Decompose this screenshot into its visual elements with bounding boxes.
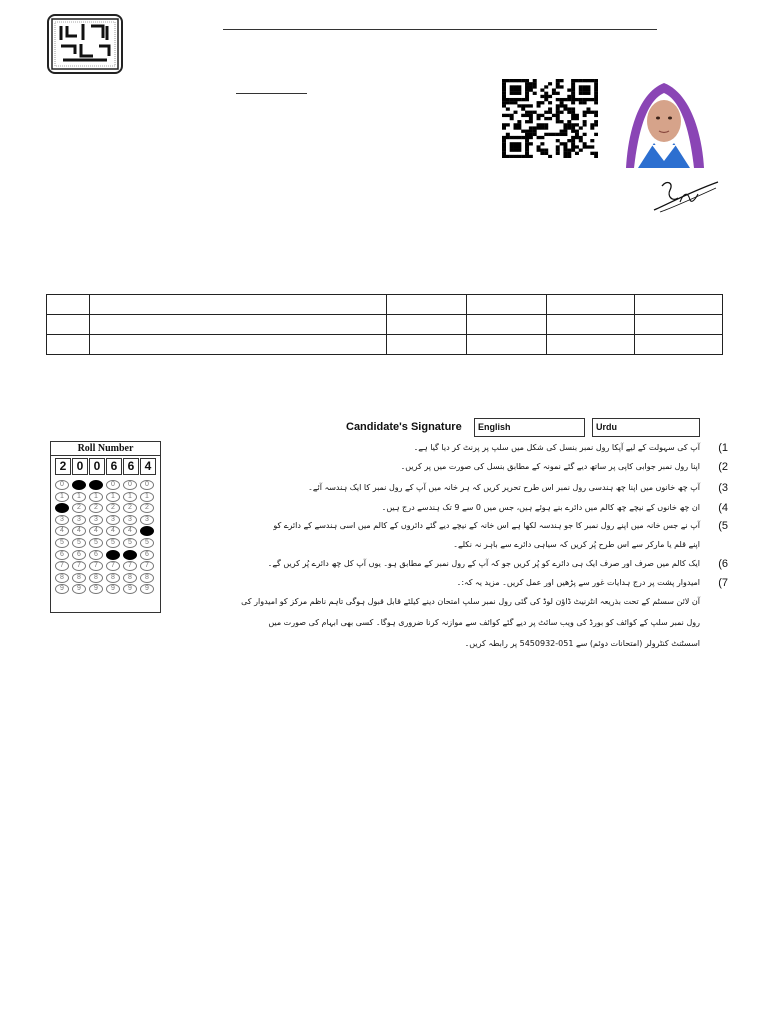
instruction-item (308, 481, 728, 499)
footer-note-line: اسسٹنٹ کنٹرولر (امتحانات دوئم) سے 051-5450932 پر رابطہ کریں۔ (464, 639, 700, 648)
instruction-item (273, 519, 728, 537)
omr-bubble: 3 (140, 515, 154, 525)
table-cell (547, 335, 635, 355)
instruction-item (336, 538, 728, 556)
table-cell (387, 335, 467, 355)
omr-bubble: 9 (106, 584, 120, 594)
omr-bubble: 1 (106, 492, 120, 502)
omr-bubble: 9 (55, 584, 69, 594)
omr-bubble: 4 (123, 526, 137, 536)
omr-bubble: 6 (89, 550, 103, 560)
omr-bubble: 3 (123, 515, 137, 525)
instruction-item (336, 441, 728, 459)
omr-bubble: 7 (89, 561, 103, 571)
short-rule (236, 93, 307, 94)
omr-bubble: 4 (55, 526, 69, 536)
table-cell (635, 295, 723, 315)
omr-bubble: 3 (72, 515, 86, 525)
filled-bubble: 6 (106, 550, 120, 560)
omr-bubble: 6 (55, 550, 69, 560)
instruction-item (336, 576, 728, 594)
roll-digit: 2 (55, 458, 71, 475)
roll-digit: 0 (72, 458, 88, 475)
table-cell (47, 335, 90, 355)
omr-bubble: 2 (140, 503, 154, 513)
omr-bubble: 2 (123, 503, 137, 513)
roll-digit: 0 (89, 458, 105, 475)
candidate-signature-label: Candidate's Signature (346, 421, 462, 433)
instruction-text: آپ چھ خانوں میں اپنا چھ ہندسی رول نمبر اس طرح تحریر کریں کہ ہر خانہ میں آپ کے رول نمبر کا ایک ہندسہ آئے۔ (308, 483, 700, 492)
roll-number-title: Roll Number (51, 442, 160, 456)
english-signature-box: English (474, 418, 585, 437)
omr-bubble: 1 (123, 492, 137, 502)
instruction-number: (7 (718, 577, 728, 589)
omr-bubble: 8 (55, 573, 69, 583)
omr-bubble: 2 (106, 503, 120, 513)
omr-bubble: 3 (106, 515, 120, 525)
instruction-text: آپ نے جس خانہ میں اپنے رول نمبر کا جو ہندسہ لکھا ہے اس خانہ کے نیچے دیے گئے دائروں کے کالم میں اسی ہندسے کے دائرے کو (273, 521, 700, 530)
instruction-text: اپنا رول نمبر جوابی کاپی پر ساتھ دیے گئے نمونہ کے مطابق بنسل کی صورت میں پر کریں۔ (400, 462, 700, 471)
table-cell (90, 335, 387, 355)
qr-code (502, 79, 598, 158)
board-logo (47, 14, 123, 74)
filled-bubble: 2 (55, 503, 69, 513)
omr-bubble: 5 (140, 538, 154, 548)
table-cell (90, 295, 387, 315)
table-cell (467, 295, 547, 315)
roll-number-omr (50, 441, 161, 613)
filled-bubble: 0 (89, 480, 103, 490)
filled-bubble: 6 (123, 550, 137, 560)
omr-bubble: 5 (106, 538, 120, 548)
omr-bubble: 5 (89, 538, 103, 548)
omr-bubble: 3 (55, 515, 69, 525)
omr-bubble: 8 (140, 573, 154, 583)
instruction-text: ایک کالم میں صرف اور صرف ایک ہی دائرے کو پُر کریں جو کہ آپ کے رول نمبر کے مطابق ہو۔ یوں آپ کل چھ دائرے پُر کریں گے۔ (267, 559, 700, 568)
table-cell (635, 315, 723, 335)
omr-bubble: 0 (106, 480, 120, 490)
instruction-number: (3 (718, 482, 728, 494)
omr-bubble: 1 (89, 492, 103, 502)
omr-bubble: 6 (72, 550, 86, 560)
omr-bubble: 4 (72, 526, 86, 536)
omr-bubble: 1 (72, 492, 86, 502)
omr-bubble: 0 (123, 480, 137, 490)
omr-bubble: 7 (140, 561, 154, 571)
table-row (47, 335, 723, 355)
omr-bubble: 0 (55, 480, 69, 490)
footer-note-line: رول نمبر سلپ کے کوائف کو بورڈ کی ویب سائٹ پر دیے گئے کوائف سے موازنہ کرنا ضروری ہوگا۔ کسی بھی ابہام کی صورت میں (268, 618, 700, 627)
omr-bubble: 1 (140, 492, 154, 502)
table-cell (467, 335, 547, 355)
candidate-photo (608, 73, 721, 168)
omr-bubble: 7 (55, 561, 69, 571)
roll-digit: 6 (123, 458, 139, 475)
filled-bubble: 4 (140, 526, 154, 536)
omr-bubble: 9 (89, 584, 103, 594)
roll-digit: 4 (140, 458, 156, 475)
table-cell (547, 295, 635, 315)
omr-bubble: 7 (123, 561, 137, 571)
instruction-number: (5 (718, 520, 728, 532)
subjects-table (46, 294, 723, 355)
omr-bubble: 2 (89, 503, 103, 513)
instruction-item (336, 501, 728, 519)
omr-bubble: 5 (72, 538, 86, 548)
table-row (47, 315, 723, 335)
urdu-signature-box: Urdu (592, 418, 700, 437)
omr-bubble: 2 (72, 503, 86, 513)
table-cell (387, 295, 467, 315)
omr-bubble: 7 (106, 561, 120, 571)
footer-note-line: آن لائن سسٹم کے تحت بذریعہ انٹرنیٹ ڈاؤن لوڈ کی گئی رول نمبر سلپ امتحان دینے کیلئے قابل قبول ہوگی تاہم ناظم مرکز کو امیدوار کی (241, 597, 700, 606)
table-cell (547, 315, 635, 335)
omr-bubble: 1 (55, 492, 69, 502)
omr-bubble: 8 (72, 573, 86, 583)
instruction-text: اپنے قلم یا مارکر سے اس طرح پُر کریں کہ سیاہی دائرے سے باہر نہ نکلے۔ (453, 540, 700, 549)
omr-bubble: 4 (106, 526, 120, 536)
instruction-item (267, 557, 728, 575)
omr-bubble: 8 (106, 573, 120, 583)
omr-bubble: 7 (72, 561, 86, 571)
omr-bubble: 8 (123, 573, 137, 583)
roll-digit: 6 (106, 458, 122, 475)
table-cell (47, 315, 90, 335)
instruction-text: امیدوار پشت پر درج ہدایات غور سے پڑھیں اور عمل کریں۔ مزید یہ کہ:۔ (456, 578, 700, 587)
instruction-number: (4 (718, 502, 728, 514)
instruction-item (336, 460, 728, 478)
instruction-number: (2 (718, 461, 728, 473)
omr-bubble: 8 (89, 573, 103, 583)
header-rule (223, 29, 657, 30)
omr-bubble: 9 (123, 584, 137, 594)
candidate-signature-image (650, 178, 722, 218)
instruction-text: ان چھ خانوں کے نیچے چھ کالم میں دائرے بنے ہوئے ہیں، جس میں 0 سے 9 تک ہندسے درج ہیں۔ (381, 503, 700, 512)
omr-bubble: 4 (89, 526, 103, 536)
instruction-number: (6 (718, 558, 728, 570)
table-cell (387, 315, 467, 335)
omr-bubble: 9 (140, 584, 154, 594)
omr-bubble: 5 (55, 538, 69, 548)
table-cell (47, 295, 90, 315)
table-cell (90, 315, 387, 335)
omr-bubble: 9 (72, 584, 86, 594)
omr-bubble: 5 (123, 538, 137, 548)
omr-bubble: 6 (140, 550, 154, 560)
table-cell (467, 315, 547, 335)
roll-number-digits (55, 458, 156, 475)
omr-bubble: 3 (89, 515, 103, 525)
instruction-number: (1 (718, 442, 728, 454)
omr-bubble: 0 (140, 480, 154, 490)
table-cell (635, 335, 723, 355)
table-header-row (47, 295, 723, 315)
board-logo-emblem-icon (49, 16, 121, 72)
filled-bubble: 0 (72, 480, 86, 490)
instruction-text: آپ کی سہولت کے لیے آپکا رول نمبر بنسل کی شکل میں سلپ پر پرنٹ کر دیا گیا ہے۔ (413, 443, 700, 452)
